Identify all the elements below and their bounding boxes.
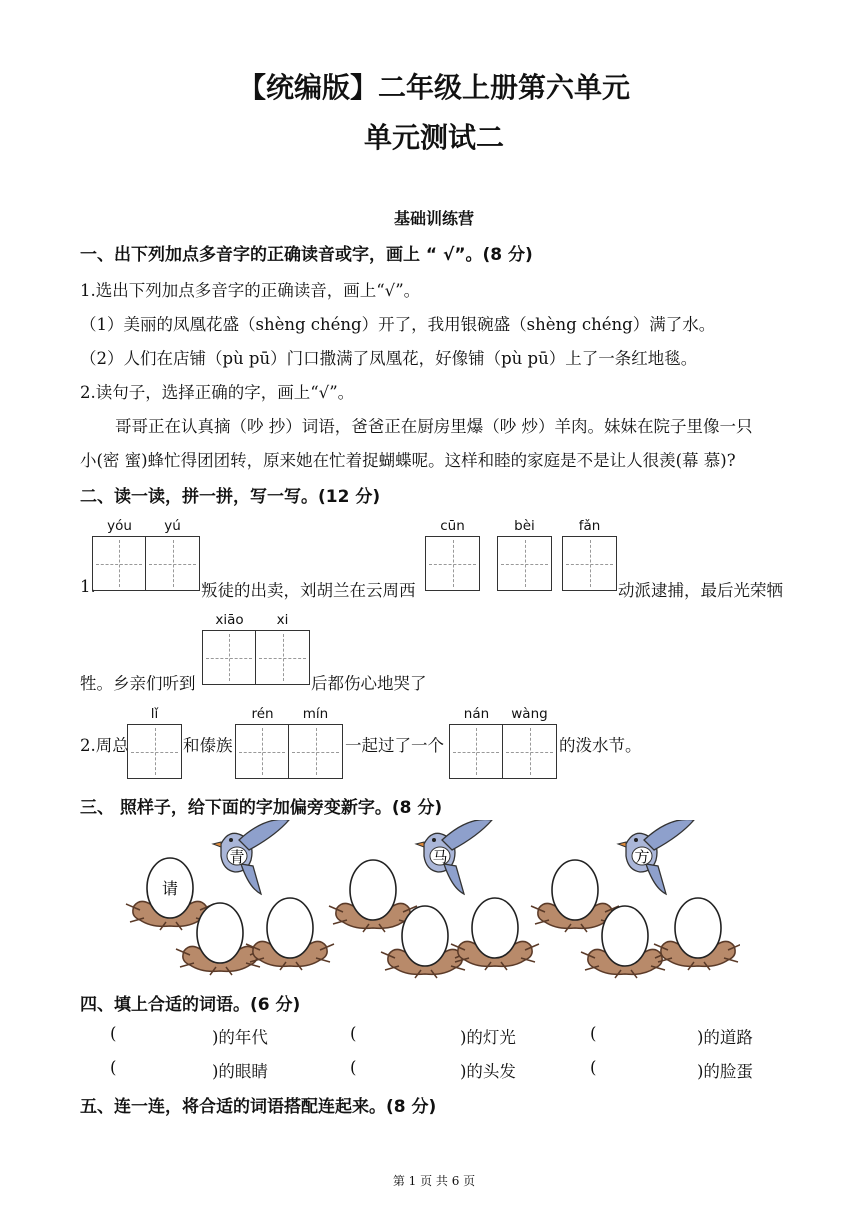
egg-nest-3 [246,898,334,970]
writing-grid-youyu[interactable] [92,536,200,591]
q4-r2-text-2[interactable]: )的头发 [460,1062,516,1081]
q4-r1-text-3[interactable]: )的道路 [697,1028,753,1047]
bird-3 [618,820,694,894]
q2-s2-mid1: 和傣族 [183,736,233,755]
q1-p2-line2: 小(密 蜜)蜂忙得团团转，原来她在忙着捉蝴蝶呢。这样和睦的家庭是不是让人很羡(幕 慕)? [80,451,736,470]
q1-heading: 一、出下列加点多音字的正确读音或字，画上 “ √”。(8 分) [80,245,533,265]
q2-s2-prefix: 2.周总 [80,736,129,755]
q1-p2-intro: 2.读句子，选择正确的字，画上“√”。 [80,383,355,402]
bird-3-char: 方 [634,848,650,866]
pinyin-wang: wàng [511,706,548,722]
writing-grid-li[interactable] [127,724,182,779]
pinyin-fan: fǎn [578,518,601,534]
q2-s2-end: 的泼水节。 [559,736,642,755]
q5-heading: 五、连一连，将合适的词语搭配连起来。(8 分) [80,1097,437,1117]
egg-nest-9 [654,898,740,970]
pinyin-li: lǐ [150,706,159,722]
q4-r2-text-3[interactable]: )的脸蛋 [697,1062,753,1081]
q4-r1-open-2: ( [350,1024,357,1043]
pinyin-cun: cūn [440,518,465,534]
q4-r1-open-3: ( [590,1024,597,1043]
bird-1-char: 青 [229,848,245,866]
bird-2 [416,820,492,894]
pinyin-bei: bèi [514,518,535,534]
q1-p2-line1: 哥哥正在认真摘（吵 抄）词语，爸爸正在厨房里爆（吵 炒）羊肉。妹妹在院子里像一只 [115,417,753,436]
writing-grid-renmin[interactable] [235,724,343,779]
writing-grid-xiaoxi[interactable] [202,630,310,685]
q2-s1-end: 动派逮捕，最后光荣牺 [618,581,783,600]
pinyin-min: mín [302,706,329,722]
q4-r1-text-1[interactable]: )的年代 [212,1028,268,1047]
section-label: 基础训练营 [393,209,474,228]
writing-grid-fan[interactable] [562,536,617,591]
q3-heading: 三、 照样子，给下面的字加偏旁变新字。(8 分) [80,798,443,818]
pinyin-you: yóu [107,518,132,534]
bird-1 [213,820,289,894]
pinyin-xiao: xiāo [215,612,244,628]
q1-p1-intro: 1.选出下列加点多音字的正确读音，画上“√”。 [80,281,421,300]
q4-r2-text-1[interactable]: )的眼睛 [212,1062,268,1081]
q2-s1-line2-prefix: 牲。乡亲们听到 [80,674,196,693]
q4-r1-open-1: ( [110,1024,117,1043]
pinyin-xi: xi [276,612,289,628]
egg-nest-4 [329,860,417,932]
pinyin-nan: nán [463,706,490,722]
q4-r2-open-1: ( [110,1058,117,1077]
page-title: 【统编版】二年级上册第六单元 [237,71,630,104]
page-number: 第 1 页 共 6 页 [392,1174,476,1188]
q4-r1-text-2[interactable]: )的灯光 [460,1028,516,1047]
q4-r2-open-3: ( [590,1058,597,1077]
egg-nest-illustration [120,820,740,980]
q1-p1-line2: （2）人们在店铺（pù pū）门口撒满了凤凰花，好像铺（pù pū）上了一条红地毯。 [80,349,698,368]
pinyin-yu: yú [164,518,181,534]
writing-grid-nanwang[interactable] [449,724,557,779]
q4-heading: 四、填上合适的词语。(6 分) [80,995,301,1015]
egg-nest-6 [451,898,539,970]
writing-grid-cun[interactable] [425,536,480,591]
q2-s1-prefix: 1. [80,577,96,596]
q2-s1-mid: 叛徒的出卖，刘胡兰在云周西 [201,581,416,600]
pinyin-ren: rén [251,706,274,722]
bird-2-char: 马 [432,848,448,866]
q2-s1-line2-end: 后都伤心地哭了 [311,674,427,693]
page-subtitle: 单元测试二 [363,121,504,154]
q2-heading: 二、读一读，拼一拼，写一写。(12 分) [80,487,381,507]
q4-r2-open-2: ( [350,1058,357,1077]
q2-s2-mid2: 一起过了一个 [345,736,444,755]
writing-grid-bei[interactable] [497,536,552,591]
q1-p1-line1: （1）美丽的凤凰花盛（shèng chéng）开了，我用银碗盛（shèng chéng）满了水。 [80,315,716,334]
example-egg-char: 请 [161,879,179,898]
